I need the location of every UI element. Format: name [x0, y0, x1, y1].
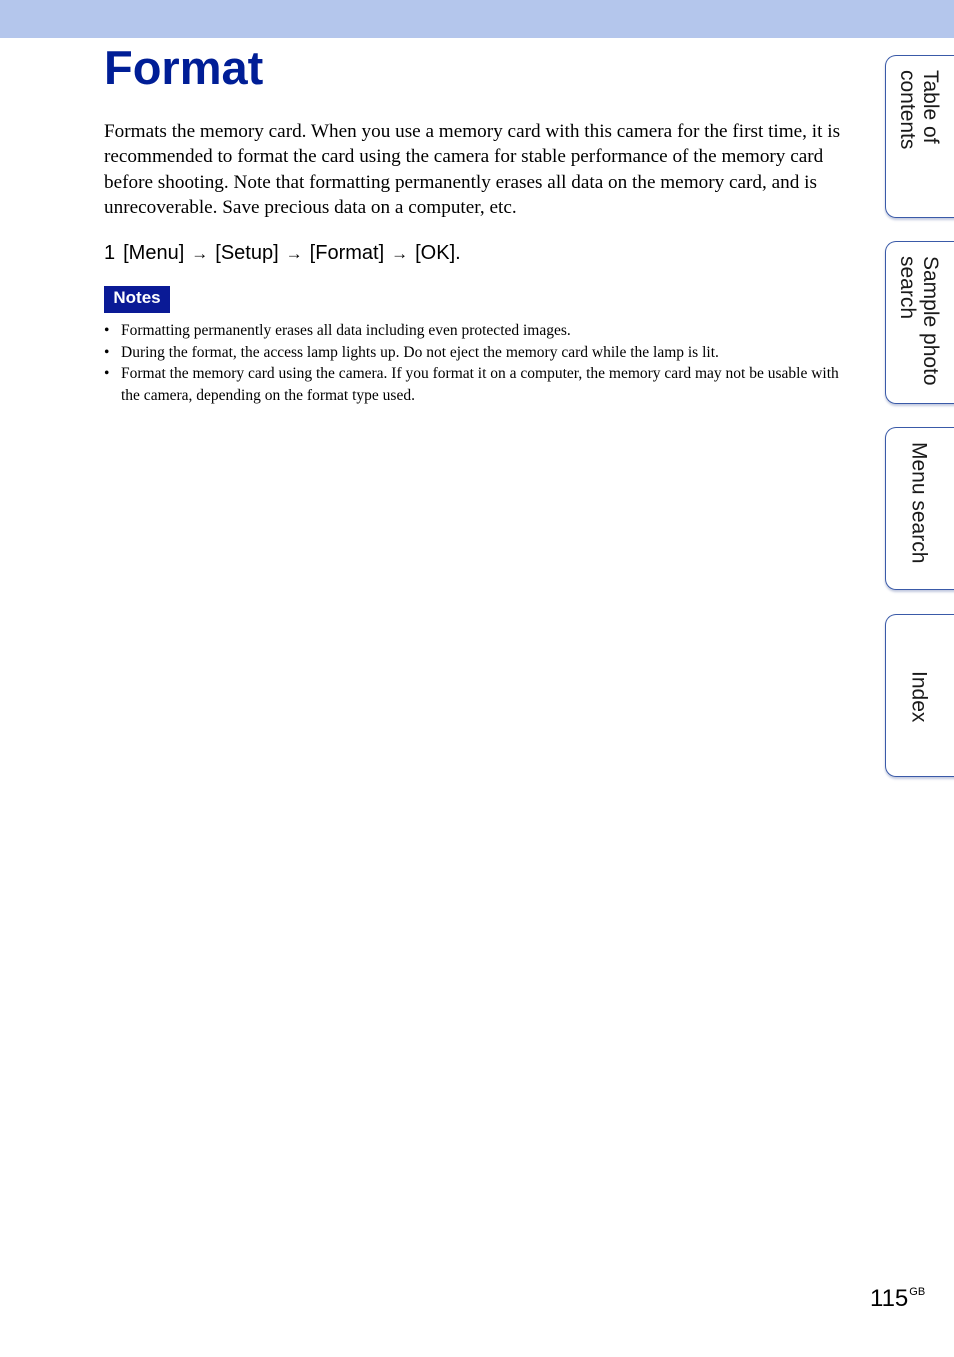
list-item: [104, 320, 849, 342]
tab-table-of-contents[interactable]: [885, 55, 954, 218]
bullet-icon: •: [104, 365, 110, 382]
arrow-right-icon: →: [191, 244, 209, 263]
notes-list: [104, 320, 849, 406]
note-text: Formatting permanently erases all data including even protected images.: [121, 322, 571, 339]
list-item: [104, 363, 849, 406]
tab-index[interactable]: [885, 614, 954, 777]
step-ok: [OK].: [415, 242, 461, 264]
list-item: [104, 342, 849, 364]
bullet-icon: •: [104, 343, 110, 361]
tab-label: Index: [907, 670, 931, 723]
note-text: Format the memory card using the camera. If you format it on a computer, the memory card may not be usable with the camera, depending on the format type used.: [121, 365, 839, 404]
intro-paragraph: Formats the memory card. When you use a memory card with this camera for the first time, it is recommended to format the card using the camera for stable performance of the memory card before shooting. Note that formatting permanently erases all data on the memory card, and is unrecoverable. Save precious data on a computer, etc.: [104, 121, 841, 219]
page-title: Format: [104, 41, 264, 94]
step-setup: [Setup]: [215, 242, 279, 264]
tab-menu-search[interactable]: [885, 427, 954, 590]
tab-sample-photo-search[interactable]: [885, 241, 954, 404]
page-number-value: 115: [870, 1285, 909, 1312]
step-instruction: [104, 240, 461, 267]
step-menu: [Menu]: [123, 242, 185, 264]
tab-label: Menu search: [907, 442, 931, 564]
tab-label: Sample photo search: [896, 256, 942, 386]
note-text: During the format, the access lamp lights up. Do not eject the memory card while the lamp is lit.: [121, 343, 719, 361]
arrow-right-icon: →: [285, 244, 303, 263]
bullet-icon: •: [104, 322, 110, 339]
step-number: 1: [104, 242, 116, 264]
page-region-suffix: GB: [909, 1286, 926, 1298]
step-format: [Format]: [309, 242, 385, 264]
arrow-right-icon: →: [391, 244, 409, 263]
notes-badge: Notes: [104, 286, 170, 313]
tab-label: Table of contents: [896, 70, 942, 150]
page-number: [870, 1277, 925, 1314]
header-bar: [0, 0, 954, 38]
